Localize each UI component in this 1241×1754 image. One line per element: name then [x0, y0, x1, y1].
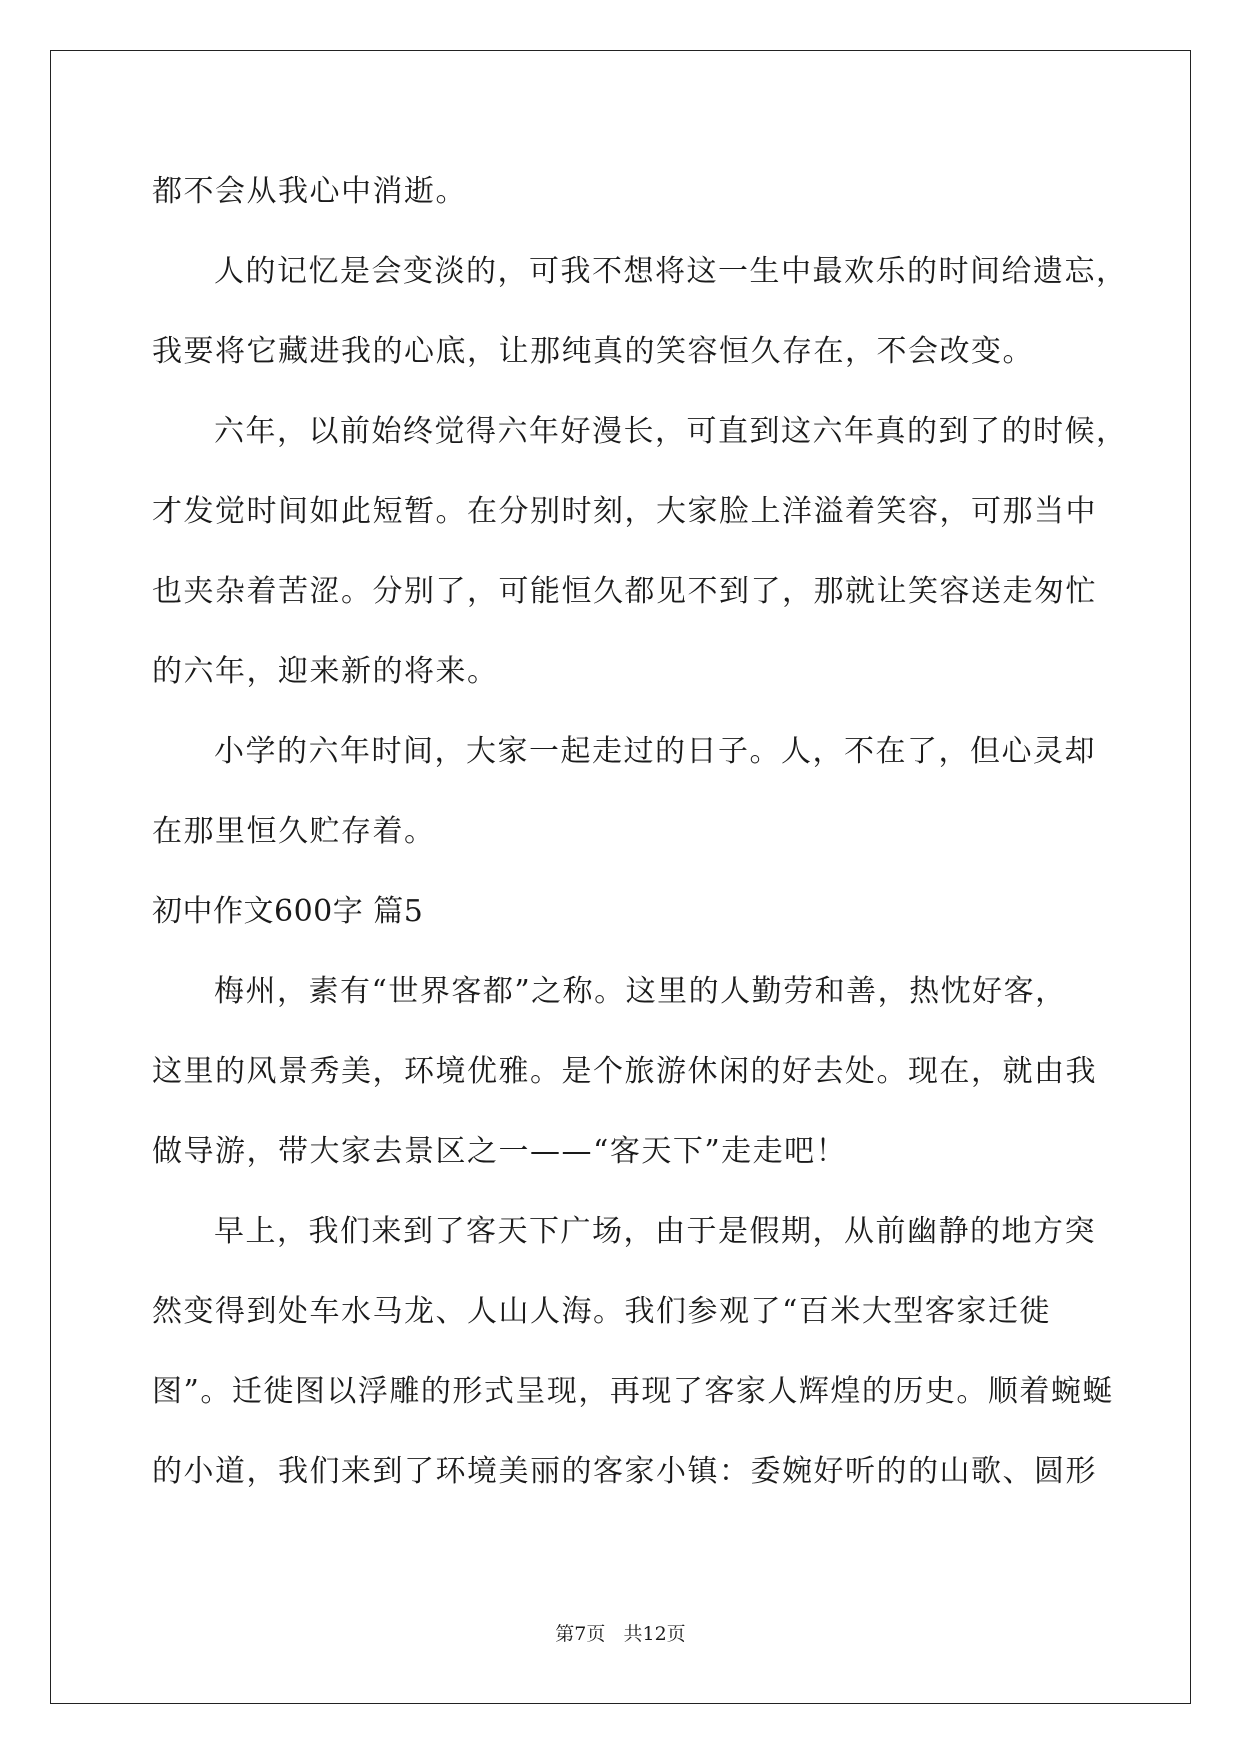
text-line: 梅州，素有“世界客都”之称。这里的人勤劳和善，热忱好客， — [214, 974, 1067, 1009]
text-line: 在那里恒久贮存着。 — [152, 814, 436, 849]
text-line: 的六年，迎来新的将来。 — [152, 654, 499, 689]
text-line: 这里的风景秀美，环境优雅。是个旅游休闲的好去处。现在，就由我 — [152, 1054, 1097, 1089]
page-footer: 第7页 共12页 — [555, 1623, 686, 1645]
text-line: 做导游，带大家去景区之一——“客天下”走走吧！ — [152, 1134, 848, 1169]
text-line: 才发觉时间如此短暂。在分别时刻，大家脸上洋溢着笑容，可那当中 — [152, 494, 1097, 529]
text-line: 早上，我们来到了客天下广场，由于是假期，从前幽静的地方突 — [214, 1214, 1096, 1249]
text-line: 六年，以前始终觉得六年好漫长，可直到这六年真的到了的时候， — [214, 414, 1128, 449]
text-line: 的小道，我们来到了环境美丽的客家小镇：委婉好听的的山歌、圆形 — [152, 1454, 1097, 1489]
text-line: 也夹杂着苦涩。分别了，可能恒久都见不到了，那就让笑容送走匆忙 — [152, 574, 1097, 609]
text-line: 小学的六年时间，大家一起走过的日子。人，不在了，但心灵却 — [214, 734, 1096, 769]
text-line: 我要将它藏进我的心底，让那纯真的笑容恒久存在，不会改变。 — [152, 334, 1034, 369]
section-heading: 初中作文600字 篇5 — [152, 894, 424, 929]
text-line: 都不会从我心中消逝。 — [152, 174, 467, 209]
text-line: 图”。迁徙图以浮雕的形式呈现，再现了客家人辉煌的历史。顺着蜿蜒 — [152, 1374, 1114, 1409]
text-line: 人的记忆是会变淡的，可我不想将这一生中最欢乐的时间给遗忘， — [214, 254, 1128, 289]
text-line: 然变得到处车水马龙、人山人海。我们参观了“百米大型客家迁徙 — [152, 1294, 1051, 1329]
